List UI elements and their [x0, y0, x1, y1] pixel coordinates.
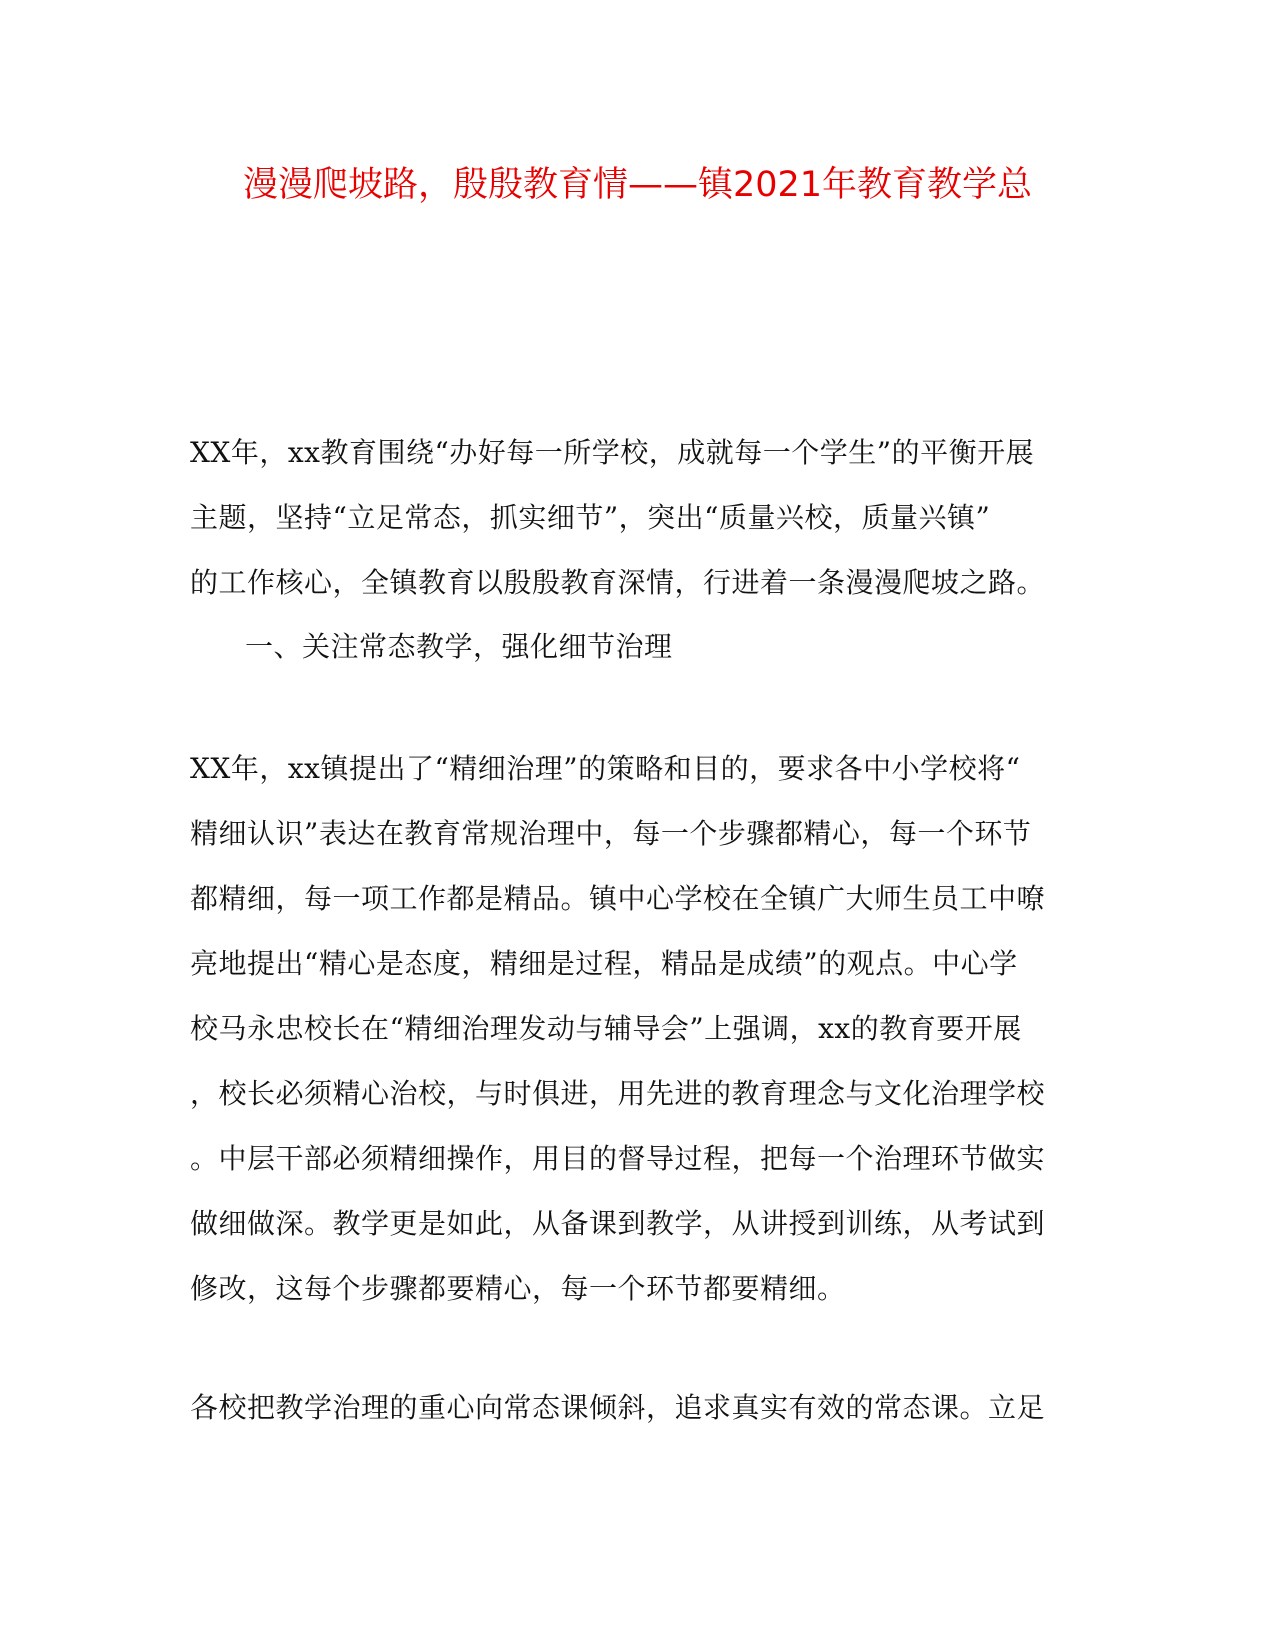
paragraph-intro	[190, 420, 1060, 615]
paragraph-fine-management	[190, 736, 1060, 1321]
text-line: 主题，坚持“立足常态，抓实细节”，突出“质量兴校，质量兴镇”	[190, 501, 991, 534]
text-line: XX年，xx教育围绕“办好每一所学校，成就每一个学生”的平衡开展	[190, 436, 1035, 469]
section-heading: 一、关注常态教学，强化细节治理	[245, 630, 673, 663]
text-line: ，校长必须精心治校，与时俱进，用先进的教育理念与文化治理学校	[190, 1077, 1046, 1110]
text-line: 各校把教学治理的重心向常态课倾斜，追求真实有效的常态课。立足	[190, 1391, 1046, 1424]
text-line: 校马永忠校长在“精细治理发动与辅导会”上强调，xx的教育要开展	[190, 1012, 1022, 1045]
text-line: XX年，xx镇提出了“精细治理”的策略和目的，要求各中小学校将“	[190, 752, 1021, 785]
text-line: 精细认识”表达在教育常规治理中，每一个步骤都精心，每一个环节	[190, 817, 1032, 850]
paragraph-regular-classes	[190, 1375, 1060, 1440]
text-line: 的工作核心，全镇教育以殷殷教育深情，行进着一条漫漫爬坡之路。	[190, 566, 1046, 599]
document-title: 漫漫爬坡路，殷殷教育情——镇2021年教育教学总	[242, 165, 1033, 205]
text-line: 做细做深。教学更是如此，从备课到教学，从讲授到训练，从考试到	[190, 1207, 1046, 1240]
text-line: 。中层干部必须精细操作，用目的督导过程，把每一个治理环节做实	[190, 1142, 1046, 1175]
text-line: 亮地提出“精心是态度，精细是过程，精品是成绩”的观点。中心学	[190, 947, 1018, 980]
text-line: 都精细，每一项工作都是精品。镇中心学校在全镇广大师生员工中嘹	[190, 882, 1046, 915]
text-line: 修改，这每个步骤都要精心，每一个环节都要精细。	[190, 1272, 846, 1305]
